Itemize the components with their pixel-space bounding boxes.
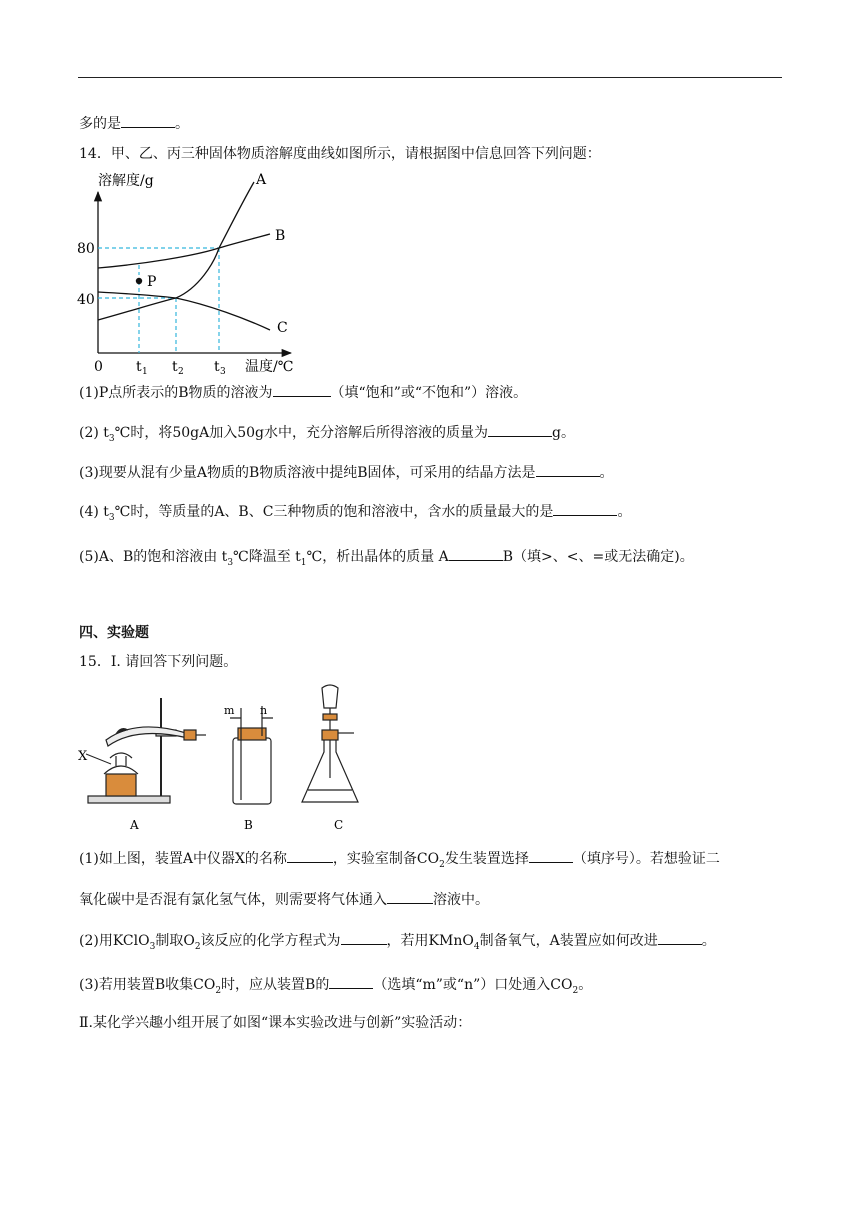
x-tick-t2 <box>172 359 184 376</box>
caption-C: C <box>334 818 344 832</box>
answer-blank[interactable] <box>553 501 617 516</box>
answer-blank[interactable] <box>341 930 387 945</box>
y-tick-80: 80 <box>77 241 95 257</box>
section-heading: 四、实验题 <box>79 625 149 641</box>
apparatus-A <box>86 698 206 803</box>
answer-blank[interactable] <box>287 848 333 863</box>
curve-label-C: C <box>277 320 288 336</box>
curve-B <box>98 234 270 268</box>
caption-A: A <box>130 818 139 832</box>
x-tick-t1 <box>136 359 148 376</box>
solubility-chart <box>74 168 304 376</box>
caption-B: B <box>244 818 253 832</box>
q14-item-3: (3)现要从混有少量A物质的B物质溶液中提纯B固体，可采用的结晶方法是 。 <box>79 462 614 482</box>
q15-line-1: (1)如上图，装置A中仪器X的名称 ，实验室制备$CO_2$发生装置选择 （填序号）。若想验证二 <box>79 848 720 874</box>
answer-blank[interactable] <box>121 113 175 128</box>
curve-C <box>98 292 270 330</box>
svg-text:t: t <box>136 359 142 375</box>
apparatus-C <box>302 685 358 802</box>
header-rule <box>78 77 782 78</box>
curve-label-A: A <box>256 172 267 188</box>
q14-stem: 14．甲、乙、丙三种固体物质溶解度曲线如图所示，请根据图中信息回答下列问题： <box>79 146 601 162</box>
q14-item-5: (5)A、B的饱和溶液由 $t_3℃$降温至 $t_1℃$，析出晶体的质量 A B（填>、<、=或无法确定)。 <box>79 546 694 572</box>
q15-part2: Ⅱ.某化学兴趣小组开展了如图“课本实验改进与创新”实验活动： <box>79 1015 472 1031</box>
answer-blank[interactable] <box>387 889 433 904</box>
y-axis-label: 溶解度/g <box>98 173 154 189</box>
x-tick-t3 <box>214 359 226 376</box>
origin-label: 0 <box>94 359 103 375</box>
svg-text:t: t <box>172 359 178 375</box>
port-m: m <box>224 704 235 717</box>
svg-text:2: 2 <box>178 367 184 376</box>
q15-stem: 15．Ⅰ. 请回答下列问题。 <box>79 654 238 670</box>
port-n: n <box>260 704 268 717</box>
answer-blank[interactable] <box>529 848 573 863</box>
q15-line-4: (3)若用装置B收集$CO_2$时，应从装置B的 （选填“m”或“n”）口处通入$CO_2$。 <box>79 974 592 1000</box>
label-X: X <box>78 749 88 764</box>
q14-item-2: (2) $t_3℃$时，将50gA加入50g水中，充分溶解后所得溶液的质量为 g。 <box>79 422 575 448</box>
point-P <box>136 278 142 284</box>
svg-text:3: 3 <box>220 367 226 376</box>
answer-blank[interactable] <box>488 422 552 437</box>
answer-blank[interactable] <box>658 930 702 945</box>
apparatus-B <box>230 706 273 804</box>
answer-blank[interactable] <box>273 382 331 397</box>
q15-line-2: 氧化碳中是否混有氯化氢气体，则需要将气体通入 溶液中。 <box>79 889 489 909</box>
apparatus-figure <box>76 678 376 834</box>
q14-item-1: (1)P点所表示的B物质的溶液为 （填“饱和”或“不饱和”）溶液。 <box>79 382 527 402</box>
svg-text:1: 1 <box>142 367 148 376</box>
y-tick-40: 40 <box>77 292 95 308</box>
svg-text:t: t <box>214 359 220 375</box>
answer-blank[interactable] <box>329 974 373 989</box>
q15-line-3: (2)用KClO$_3$制取$O_2$该反应的化学方程式为 ，若用KMnO$_4$制备氧气，A装置应如何改进 。 <box>79 930 716 956</box>
curve-label-B: B <box>275 228 286 244</box>
prev-question-tail: 多的是 。 <box>79 113 189 133</box>
answer-blank[interactable] <box>449 546 503 561</box>
q14-item-4: (4) $t_3℃$时，等质量的A、B、C三种物质的饱和溶液中，含水的质量最大的是 。 <box>79 501 631 527</box>
x-axis-label: 温度/℃ <box>245 359 294 375</box>
answer-blank[interactable] <box>536 462 600 477</box>
point-P-label: P <box>147 274 157 290</box>
